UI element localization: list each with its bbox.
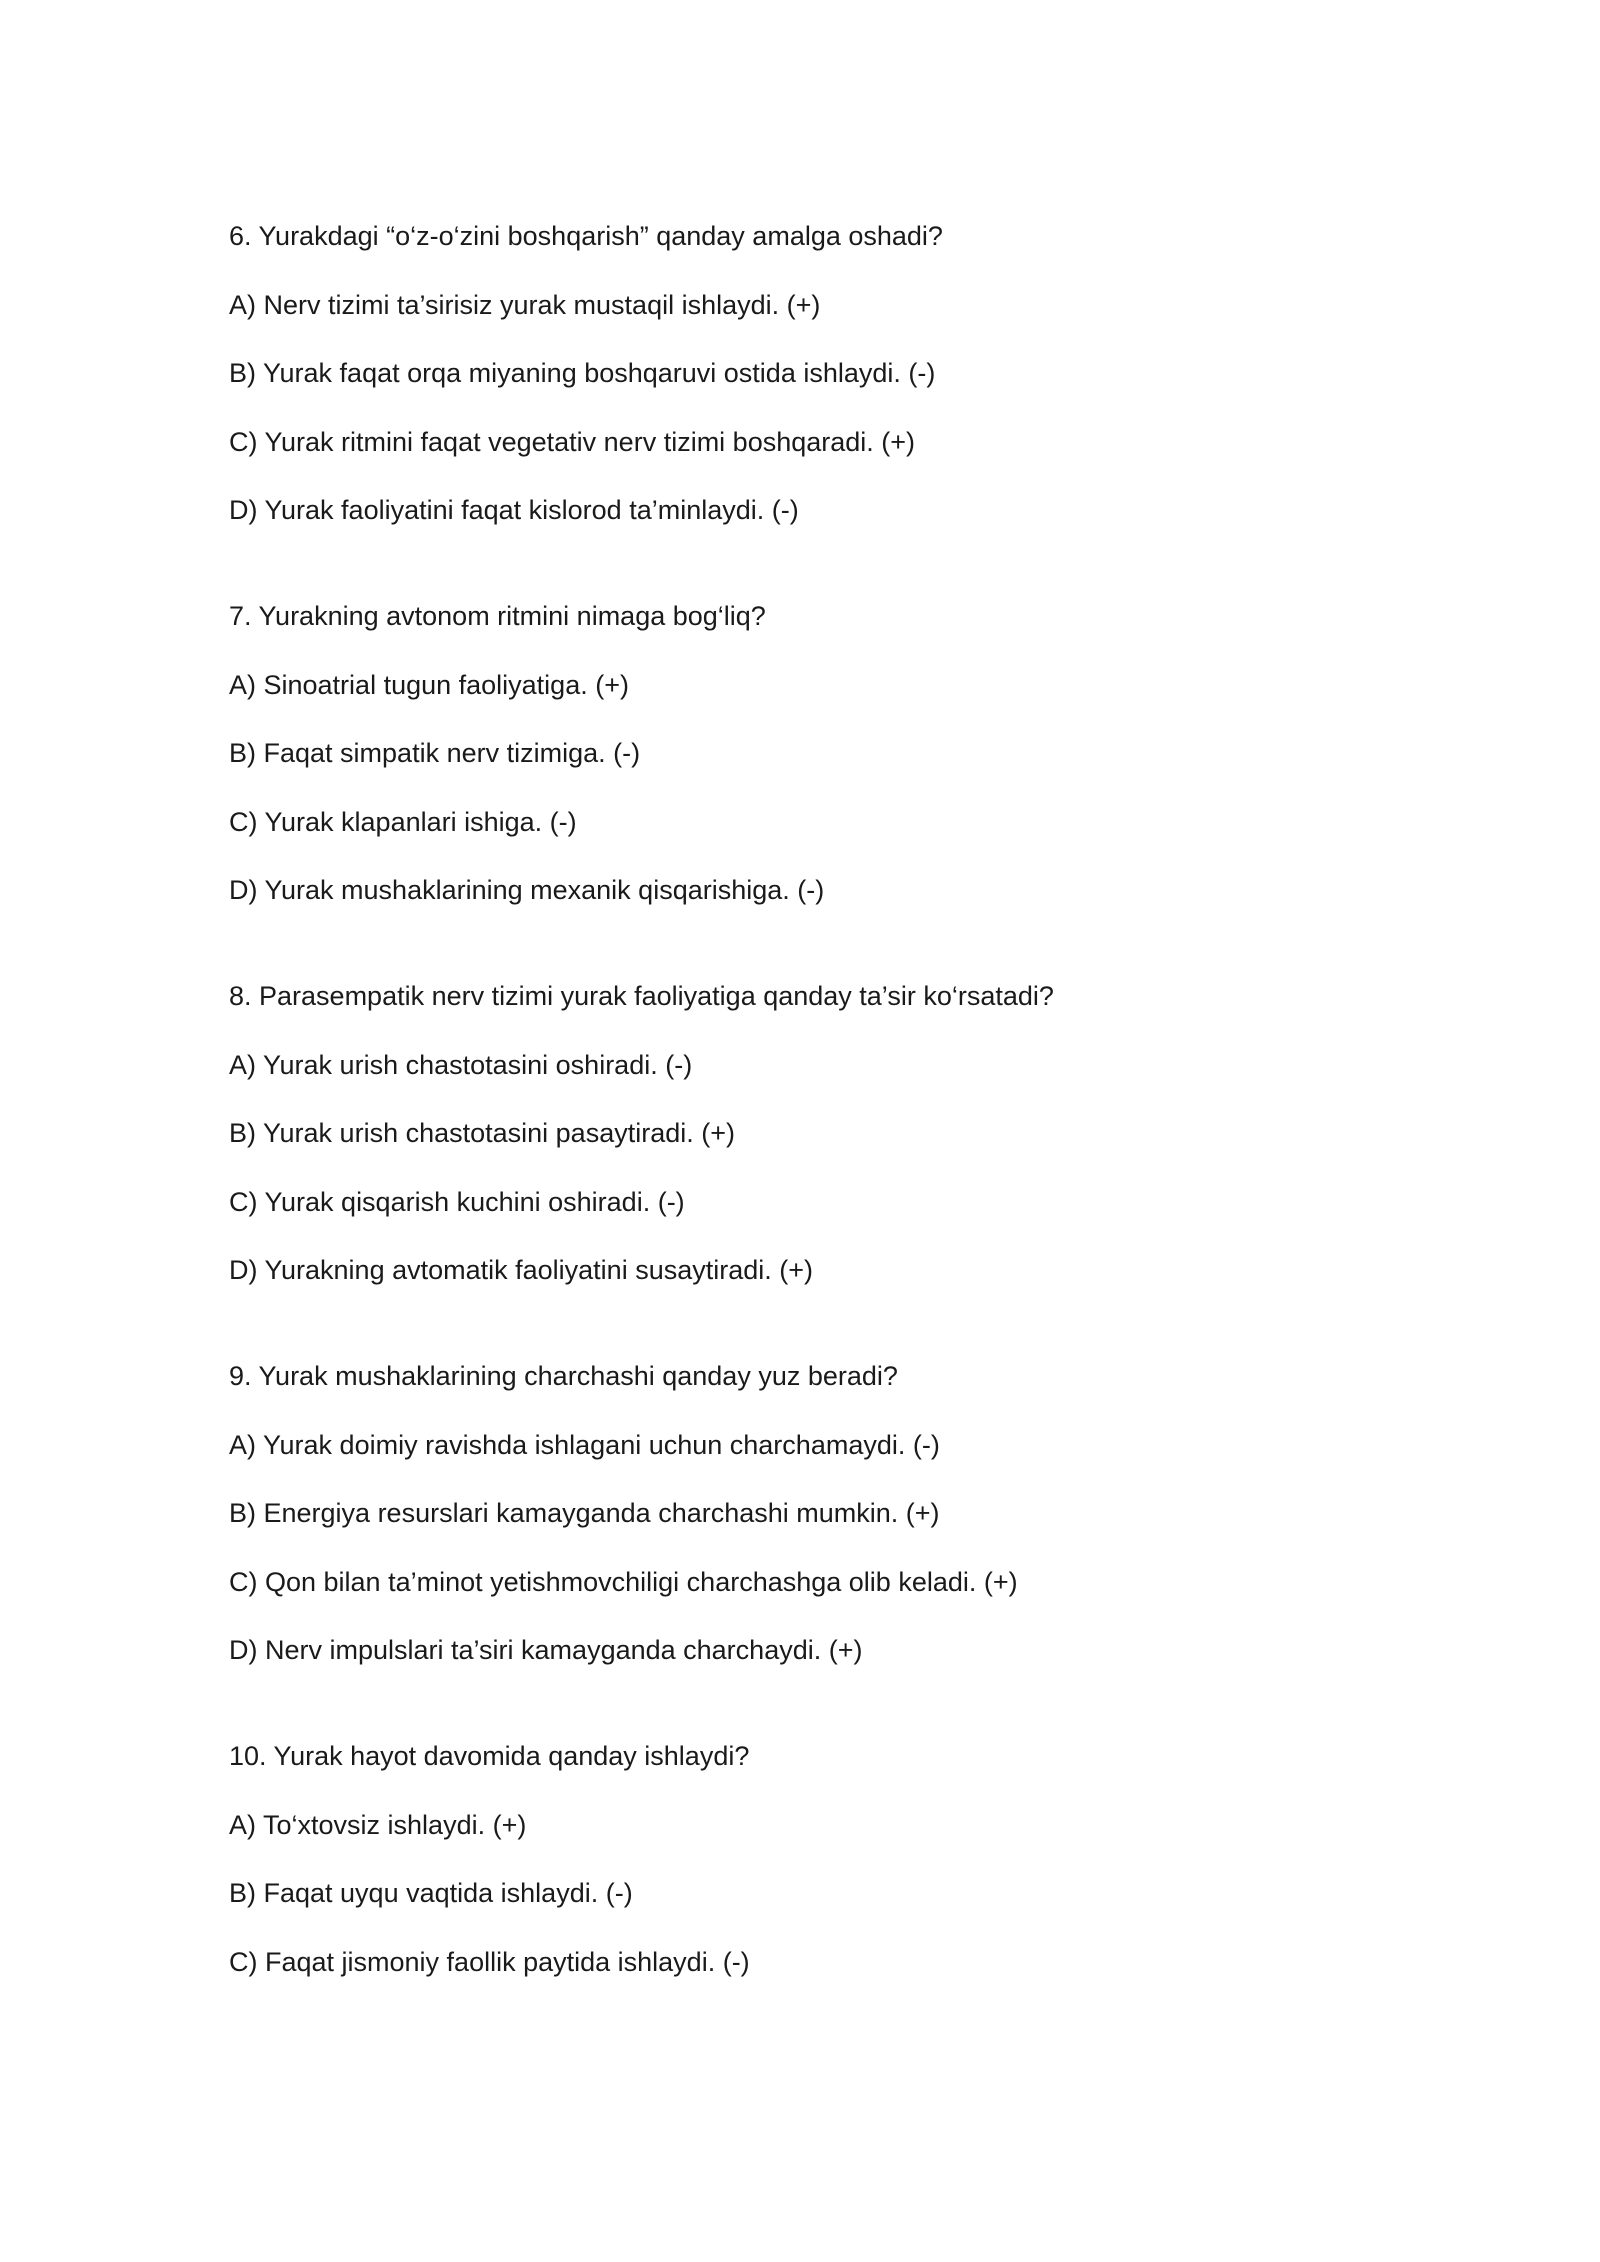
question-text: 6. Yurakdagi “o‘z-o‘zini boshqarish” qanday amalga oshadi? (229, 221, 943, 251)
question-8 (229, 978, 1409, 1289)
answer-option: A) Sinoatrial tugun faoliyatiga. (+) (229, 669, 629, 700)
answer-option: D) Yurakning avtomatik faoliyatini susaytiradi. (+) (229, 1255, 814, 1285)
question-text: 9. Yurak mushaklarining charchashi qanday yuz beradi? (229, 1361, 898, 1391)
answer-option: C) Qon bilan ta’minot yetishmovchiligi charchashga olib keladi. (+) (229, 1566, 1018, 1597)
question-10 (229, 1738, 1409, 1981)
answer-option: B) Faqat uyqu vaqtida ishlaydi. (-) (229, 1878, 633, 1908)
question-text: 8. Parasempatik nerv tizimi yurak faoliyatiga qanday ta’sir ko‘rsatadi? (229, 981, 1054, 1011)
answer-option: D) Yurak faoliyatini faqat kislorod ta’minlaydi. (-) (229, 495, 799, 525)
answer-option: B) Yurak faqat orqa miyaning boshqaruvi ostida ishlaydi. (-) (229, 358, 936, 388)
answer-option: A) Yurak doimiy ravishda ishlagani uchun charchamaydi. (-) (229, 1429, 940, 1460)
answer-option: C) Faqat jismoniy faollik paytida ishlaydi. (-) (229, 1946, 750, 1977)
answer-option: B) Faqat simpatik nerv tizimiga. (-) (229, 738, 641, 768)
question-text: 7. Yurakning avtonom ritmini nimaga bog‘liq? (229, 601, 766, 631)
question-text: 10. Yurak hayot davomida qanday ishlaydi? (229, 1741, 750, 1771)
answer-option: A) Yurak urish chastotasini oshiradi. (-) (229, 1049, 693, 1080)
answer-option: D) Nerv impulslari ta’siri kamayganda charchaydi. (+) (229, 1635, 863, 1665)
answer-option: D) Yurak mushaklarining mexanik qisqarishiga. (-) (229, 875, 825, 905)
answer-option: C) Yurak ritmini faqat vegetativ nerv tizimi boshqaradi. (+) (229, 426, 916, 457)
answer-option: A) To‘xtovsiz ishlaydi. (+) (229, 1809, 527, 1840)
question-9 (229, 1358, 1409, 1669)
question-6 (229, 218, 1409, 529)
answer-option: B) Yurak urish chastotasini pasaytiradi. (+) (229, 1118, 735, 1148)
answer-option: A) Nerv tizimi ta’sirisiz yurak mustaqil ishlaydi. (+) (229, 289, 821, 320)
answer-option: C) Yurak qisqarish kuchini oshiradi. (-) (229, 1186, 685, 1217)
answer-option: C) Yurak klapanlari ishiga. (-) (229, 806, 577, 837)
answer-option: B) Energiya resurslari kamayganda charchashi mumkin. (+) (229, 1498, 940, 1528)
document-content (229, 218, 1409, 2050)
question-7 (229, 598, 1409, 909)
